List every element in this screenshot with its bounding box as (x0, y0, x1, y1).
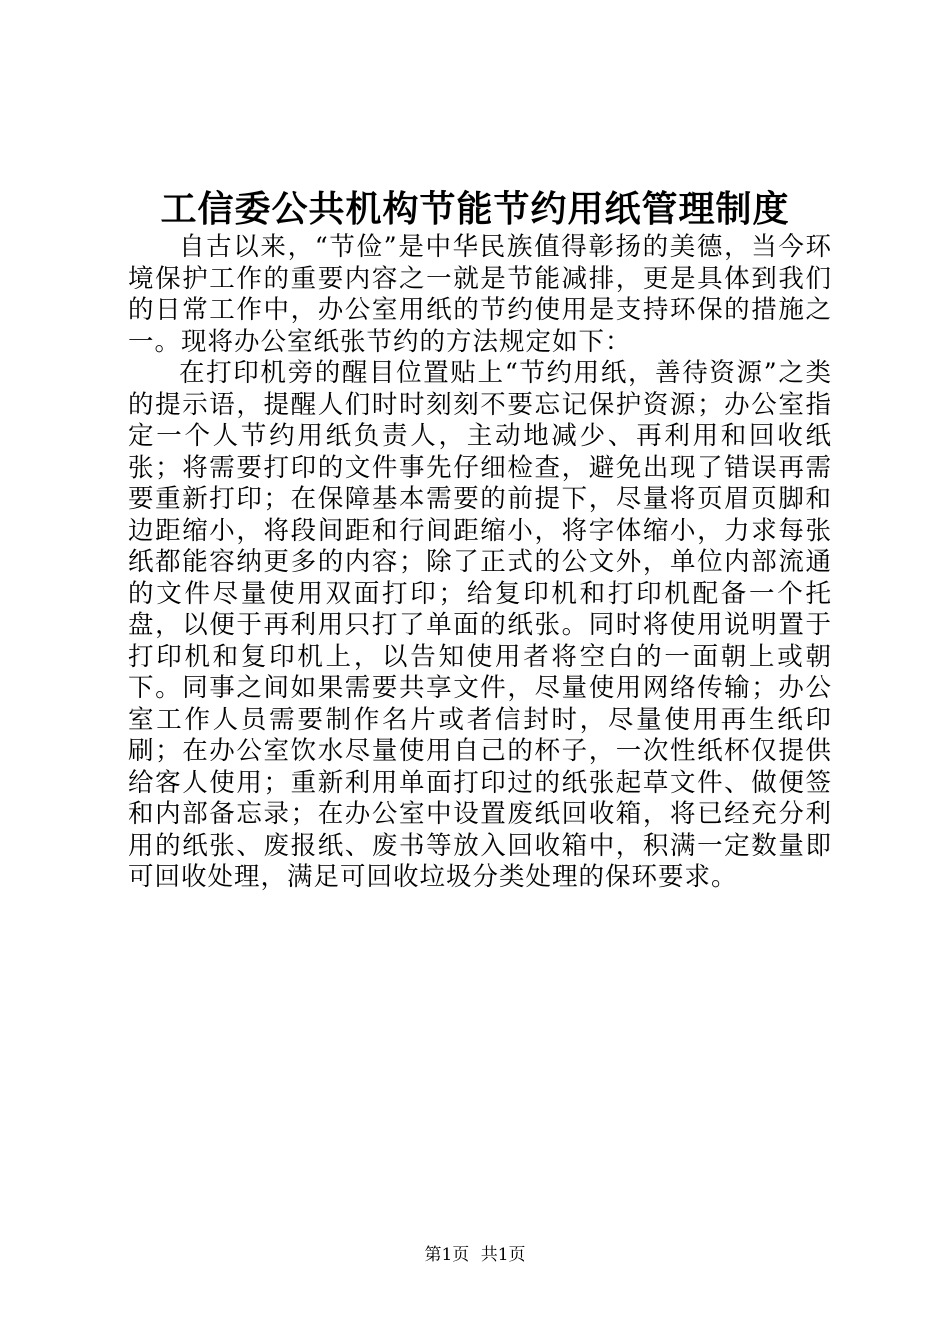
paragraph-measures: 在打印机旁的醒目位置贴上“节约用纸，善待资源”之类的提示语，提醒人们时时刻刻不要忘记保护资源；办公室指定一个人节约用纸负责人，主动地减少、再利用和回收纸张；将需要打印的文件事先仔细检查，避免出现了错误再需要重新打印；在保障基本需要的前提下，尽量将页眉页脚和边距缩小，将段间距和行间距缩小，将字体缩小，力求每张纸都能容纳更多的内容；除了正式的公文外，单位内部流通的文件尽量使用双面打印；给复印机和打印机配备一个托盘，以便于再利用只打了单面的纸张。同时将使用说明置于打印机和复印机上，以告知使用者将空白的一面朝上或朝下。同事之间如果需要共享文件，尽量使用网络传输；办公室工作人员需要制作名片或者信封时，尽量使用再生纸印刷；在办公室饮水尽量使用自己的杯子，一次性纸杯仅提供给客人使用；重新利用单面打印过的纸张起草文件、做便签和内部备忘录；在办公室中设置废纸回收箱，将已经充分利用的纸张、废报纸、废书等放入回收箱中，积满一定数量即可回收处理，满足可回收垃圾分类处理的保环要求。 (128, 358, 832, 892)
page-number: 第1页 (424, 1245, 470, 1265)
document-title: 工信委公共机构节能节约用纸管理制度 (160, 188, 790, 230)
document-body (128, 232, 832, 894)
page-count: 共1页 (480, 1245, 526, 1265)
page-footer (0, 1244, 950, 1266)
paragraph-intro: 自古以来，“节俭”是中华民族值得彰扬的美德，当今环境保护工作的重要内容之一就是节能减排，更是具体到我们的日常工作中，办公室用纸的节约使用是支持环保的措施之一。现将办公室纸张节约的方法规定如下： (128, 232, 832, 357)
